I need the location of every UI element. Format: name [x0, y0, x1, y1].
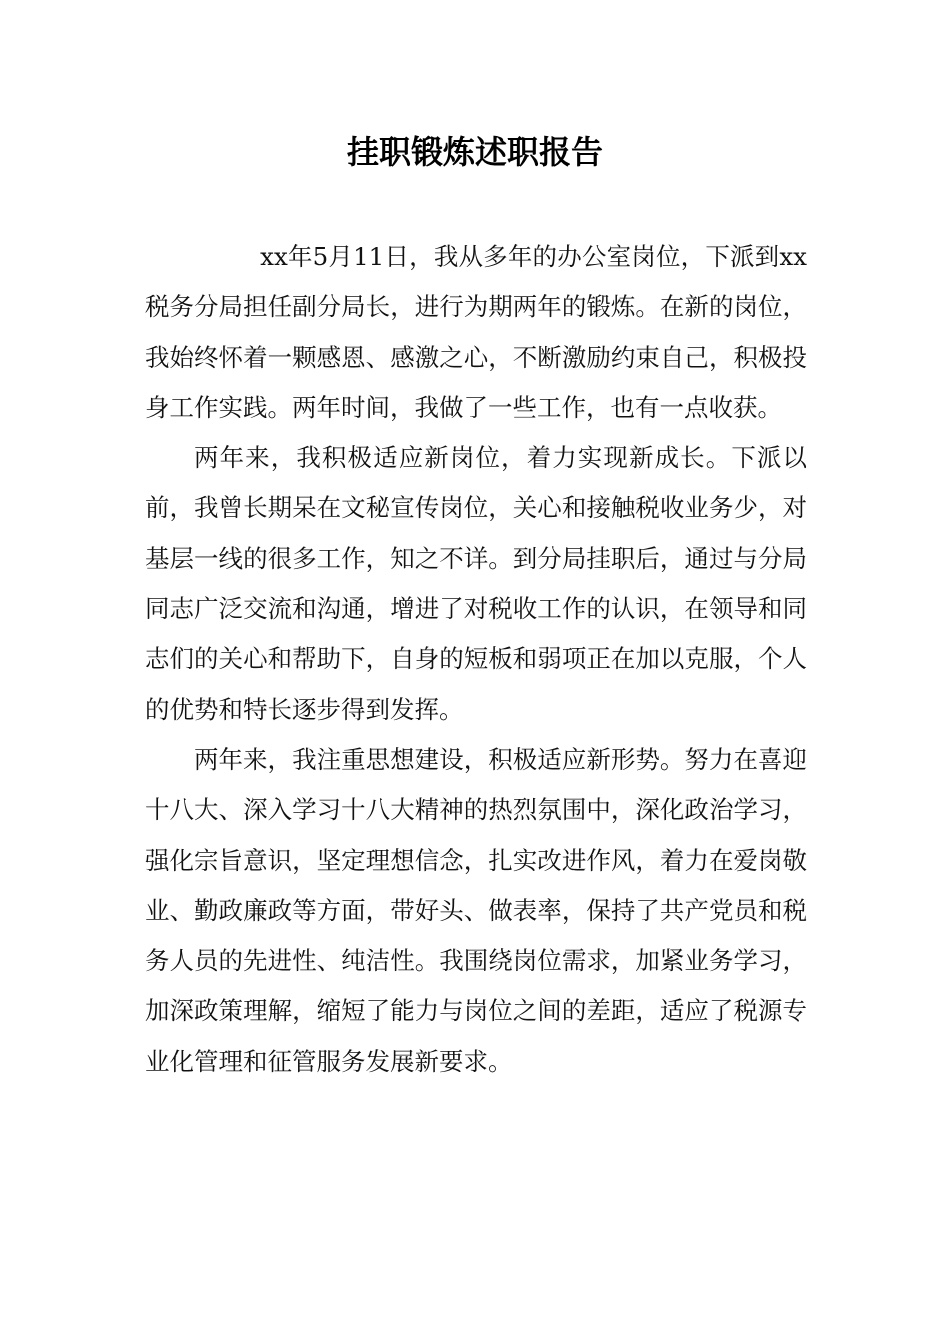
document-title: 挂职锻炼述职报告: [346, 133, 603, 171]
document-body: [145, 232, 807, 1087]
paragraph-3: 两年来，我注重思想建设，积极适应新形势。努力在喜迎十八大、深入学习十八大精神的热烈氛围中，深化政治学习，强化宗旨意识，坚定理想信念，扎实改进作风，着力在爱岗敬业、勤政廉政等方面，带好头、做表率，保持了共产党员和税务人员的先进性、纯洁性。我围绕岗位需求，加紧业务学习，加深政策理解，缩短了能力与岗位之间的差距，适应了税源专业化管理和征管服务发展新要求。: [145, 744, 807, 1076]
paragraph-1: xx年5月11日，我从多年的办公室岗位，下派到xx税务分局担任副分局长，进行为期两年的锻炼。在新的岗位，我始终怀着一颗感恩、感激之心，不断激励约束自己，积极投身工作实践。两年时间，我做了一些工作，也有一点收获。: [145, 242, 807, 422]
paragraph-2: 两年来，我积极适应新岗位，着力实现新成长。下派以前，我曾长期呆在文秘宣传岗位，关心和接触税收业务少，对基层一线的很多工作，知之不详。到分局挂职后，通过与分局同志广泛交流和沟通，增进了对税收工作的认识，在领导和同志们的关心和帮助下，自身的短板和弱项正在加以克服，个人的优势和特长逐步得到发挥。: [145, 443, 807, 724]
